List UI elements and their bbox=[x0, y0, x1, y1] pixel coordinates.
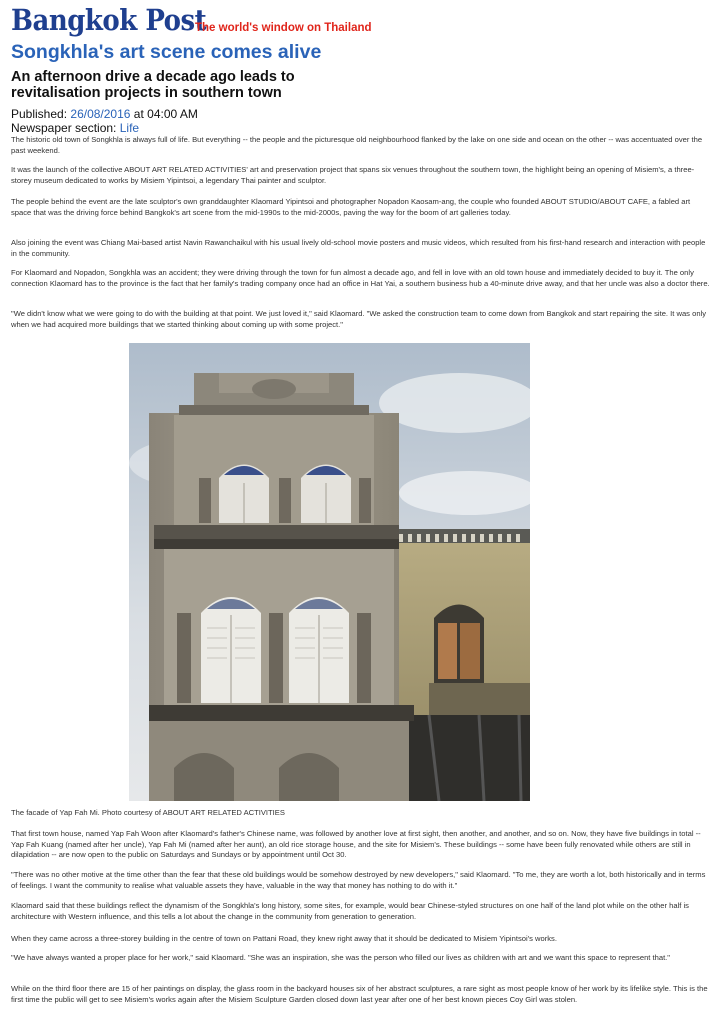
article-paragraph-3: The people behind the event are the late sculptor's own granddaughter Klaomard Yipintsoi and photographer Nopadon Kaosam-ang, the couple who founded ABOUT STUDIO/ABOUT CAFE, a fabled art space that was the driving force behind Bangkok's art scene from the mid-1990s to the mid-2000s, paving the way for the boom of art galleries today. bbox=[11, 197, 691, 217]
masthead-tagline: The world's window on Thailand bbox=[195, 22, 372, 34]
bangkok-post-logo[interactable]: Bangkok Post bbox=[11, 4, 207, 38]
article-paragraph-7: That first town house, named Yap Fah Woon after Klaomard's father's Chinese name, was followed by another love at first sight, then another, and another, and so on. Now, they have five buildings in total -- Yap Fah Kuang (named after her uncle), Yap Fah Mi (named after her aunt), an old rice storage house, and the site for Misiem's. These buildings -- some have been fully renovated while others are still in dilapidation -- are now open to the public on Saturdays and Sundays or by appointment until Oct 30. bbox=[11, 829, 701, 859]
article-paragraph-2: It was the launch of the collective ABOUT ART RELATED ACTIVITIES' art and preservation project that spans six venues throughout the southern town, the highlight being an opening of Misiem's, a three-storey museum dedicated to works by Misiem Yipintsoi, a legendary Thai painter and sculptor. bbox=[11, 165, 695, 185]
article-paragraph-9: Klaomard said that these buildings reflect the dynamism of the Songkhla's long history, some sites, for example, would bear Chinese-styled structures on one half of the land plot while on the other half is architecture with Western influence, and this tells a lot about the change in the community from generation to generation. bbox=[11, 901, 689, 921]
article-title: Songkhla's art scene comes alive bbox=[11, 41, 322, 63]
facade-photo bbox=[129, 343, 530, 801]
photo-caption: The facade of Yap Fah Mi. Photo courtesy of ABOUT ART RELATED ACTIVITIES bbox=[11, 808, 285, 817]
article-paragraph-8: "There was no other motive at the time other than the fear that these old buildings would be somehow destroyed by new developers," said Klaomard. "To me, they are worth a lot, both historically and in terms of feelings. I want the community to realise what valuable assets they have, valuable in the way that money has nothing to do with it." bbox=[11, 870, 706, 890]
article-subtitle: An afternoon drive a decade ago leads to revitalisation projects in southern town bbox=[11, 69, 295, 101]
published-label: Published: bbox=[11, 107, 68, 121]
section-line bbox=[11, 121, 139, 135]
published-date-link[interactable]: 26/08/2016 bbox=[70, 107, 131, 121]
article-paragraph-6: "We didn't know what we were going to do with the building at that point. We just loved it," said Klaomard. "We asked the construction team to come down from Bangkok and start repairing the site. It was only when we had acquired more buildings that we started thinking about coming up with some project." bbox=[11, 309, 707, 329]
published-time: at 04:00 AM bbox=[133, 107, 198, 121]
section-label: Newspaper section: bbox=[11, 121, 117, 135]
article-paragraph-1: The historic old town of Songkhla is always full of life. But everything -- the people and the picturesque old neighbourhood flanked by the lake on one side and ocean on the other -- was accentuated over the past weekend. bbox=[11, 135, 703, 155]
article-paragraph-5: For Klaomard and Nopadon, Songkhla was an accident; they were driving through the town for fun almost a decade ago, and fell in love with an old town house and immediately decided to buy it. The only connection Klaomard has to the province is the fact that her family's trading company once had an office in Hat Yai, a southern business hub a 40-minute drive away, and that her uncle was also a doctor there. bbox=[11, 268, 710, 288]
building-facade-illustration bbox=[129, 343, 530, 801]
published-line bbox=[11, 107, 198, 121]
article-paragraph-11: "We have always wanted a proper place for her work," said Klaomard. "She was an inspiration, she was the person who filled our lives as children with art and we want this space to represent that." bbox=[11, 953, 670, 962]
article-paragraph-10: When they came across a three-storey building in the centre of town on Pattani Road, they knew right away that it should be dedicated to Misiem Yipintsoi's works. bbox=[11, 934, 557, 943]
masthead bbox=[11, 4, 431, 38]
article-paragraph-4: Also joining the event was Chiang Mai-based artist Navin Rawanchaikul with his usual lively old-school movie posters and music videos, which resulted from his first-hand research and interaction with people in the community. bbox=[11, 238, 706, 258]
section-link[interactable]: Life bbox=[119, 121, 140, 135]
article-paragraph-12: While on the third floor there are 15 of her paintings on display, the glass room in the backyard houses six of her abstract sculptures, a rare sight as most people know of her work by its lifelike style. This is the first time the public will get to see Misiem's works again after the Misiem Sculpture Garden closed down last year after one of her best known pieces Coy Girl was stolen. bbox=[11, 984, 708, 1004]
